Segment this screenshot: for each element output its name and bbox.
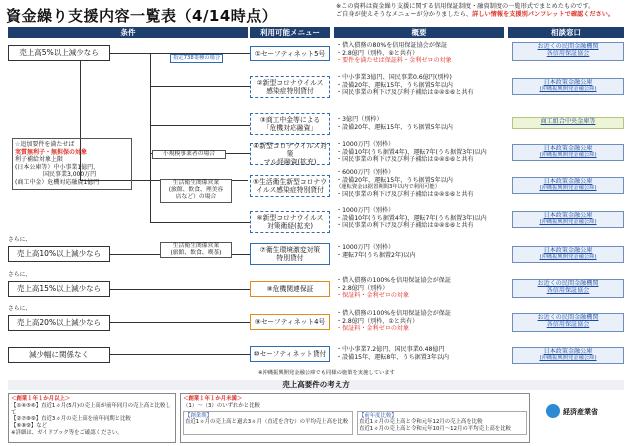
sub-small-business: 小規模事業者の場合 xyxy=(152,150,226,159)
sales-requirement-bar: 売上高要件の考え方 xyxy=(8,380,624,390)
kasani-label: さらに、 xyxy=(8,272,32,278)
contact-10[interactable]: 日本政策金融公庫 (沖縄振興開発金融公庫) xyxy=(512,347,624,364)
footnote: ※沖縄振興開発金融公庫でも同様の施策を実施しています xyxy=(258,370,395,376)
connector-line xyxy=(150,125,250,126)
left-line-2: 【②⑦⑧⑨】直近3ヵ月の売上高を前年同期と比較 xyxy=(11,416,131,423)
connector-line xyxy=(150,86,250,87)
compare-col-2 xyxy=(357,411,527,435)
contact-2[interactable]: 日本政策金融公庫 (沖縄振興開発金融公庫) xyxy=(512,78,624,95)
sub-seiei-2-line-2: (旅館、飲食、喫茶) xyxy=(170,250,222,257)
meti-logo-text: 経済産業省 xyxy=(563,408,598,416)
star-box xyxy=(12,138,132,190)
contact-5[interactable]: 日本政策金融公庫 (沖縄振興開発金融公庫) xyxy=(512,177,624,194)
right-title: ＜創業１年１か月未満＞ xyxy=(183,396,243,402)
compare-table xyxy=(183,411,527,435)
condition-none: 減少幅に関係なく xyxy=(8,347,110,363)
compare-col-1 xyxy=(183,411,353,435)
detail-1: ・借入債務の80%を信用保証協会が保証 ・2.8億円（別枠、⑨と共有） ・要件を満たせば保証料・金利ゼロの対象 xyxy=(336,42,452,65)
sub-seiei-line-1: 生活衛生関係営業 xyxy=(172,180,220,186)
detail-8: ・借入債務の100%を信用保証協会が保証 ・2.8億円（別枠） ・保証料・金利ゼロの対象 xyxy=(336,277,451,300)
detail-7: ・1000万円（別枠） ・運転7年(うち据置2年)以内 xyxy=(336,244,416,259)
menu-safety-net-4[interactable]: ⑨セーフティネット4号 xyxy=(250,314,330,330)
left-line-1: 【①④⑤⑥】直近1ヵ月(5月)の売上高が前年同月の売上高と比較して xyxy=(11,402,171,416)
connector-line xyxy=(110,354,250,355)
table-row-2: 直近1ヵ月の売上高と令和元年12月の売上高を比較 xyxy=(359,419,483,426)
detail-10: ・中小事業7.2億円、国民事業0.48億円 ・設備15年、運転8年、うち据置3年以内 xyxy=(336,346,450,361)
header-conditions: 条件 xyxy=(8,27,248,38)
kasani-label: さらに、 xyxy=(8,306,32,312)
menu-hygiene-special[interactable]: ⑦衛生環境激変対策 特別貸付 xyxy=(250,243,330,265)
header-menu: 利用可能メニュー xyxy=(250,27,330,38)
left-title: ＜創業１年１か月以上＞ xyxy=(11,396,71,402)
contact-7[interactable]: 日本政策金融公庫 (沖縄振興開発金融公庫) xyxy=(512,246,624,263)
header-overview: 概要 xyxy=(334,27,504,38)
condition-15pct: 売上高15%以上減少なら xyxy=(8,281,110,297)
table-row-3: 直近1ヵ月の売上高と令和元年10月～12月の平均売上高を比較 xyxy=(359,426,511,433)
left-line-3: 【⑥⑧⑨】など xyxy=(11,423,48,430)
connector-line xyxy=(110,289,250,290)
note-line-2a: ご自身が使えそうなメニューが分かりましたら、 xyxy=(336,11,473,19)
condition-10pct: 売上高10%以上減少なら xyxy=(8,246,110,262)
contact-8[interactable]: お近くの民間金融機関 各信用保証協会 xyxy=(512,279,624,298)
detail-6: ・1000万円（別枠） ・設備10年(うち据置4年)、運転7年(うち据置3年)以内 ・国民事業の利下げ及び利子補給は②④⑤⑥と共有 xyxy=(336,207,487,230)
header-note xyxy=(336,3,626,20)
table-header-1: 【創業期】 xyxy=(185,412,212,419)
menu-seiei-corona[interactable]: ⑤生活衛生新型コロナウ イルス感染症特別貸付 xyxy=(250,175,330,197)
contact-3[interactable]: 商工組合中央金庫等 xyxy=(512,117,624,129)
menu-safety-net-loan[interactable]: ⑩セーフティネット貸付 xyxy=(250,346,330,362)
menu-safety-net-5[interactable]: ①セーフティネット5号 xyxy=(250,46,330,61)
star-line-3: 利子補給対象上限 xyxy=(15,156,64,164)
kasani-label: さらに、 xyxy=(8,237,32,243)
contact-6[interactable]: 日本政策金融公庫 (沖縄振興開発金融公庫) xyxy=(512,211,624,228)
condition-5pct: 売上高5%以上減少なら xyxy=(8,45,110,61)
star-line-4: (日本公庫等）中小事業1億円、 xyxy=(15,163,100,171)
detail-3: ・3億円（別枠） ・設備20年、運転15年、うち据置5年以内 xyxy=(336,116,453,131)
connector-line xyxy=(150,53,151,223)
sub-seiei-line-3: 店など）の場合 xyxy=(175,194,217,201)
header-contact: 相談窓口 xyxy=(508,27,624,38)
star-line-6: (商工中金）危機対応融資1億円 xyxy=(15,178,100,186)
condition-tag-738: 指定738業種の場合 xyxy=(170,54,223,63)
connector-line xyxy=(110,322,250,323)
detail-2: ・中小事業3億円、国民事業0.6億円(別枠) ・設備20年、運転15年、うち据置5年以内 ・国民事業の利下げ及び利子補給は②④⑤⑥と共有 xyxy=(336,74,474,97)
detail-4: ・1000万円（別枠） ・設備10年(うち据置4年)、運転7年(うち据置3年)以内 ・国民事業の利下げ及び利子補給は②④⑤⑥と共有 xyxy=(336,141,487,164)
sub-seiei-2 xyxy=(160,242,232,258)
menu-crisis-response[interactable]: ③商工中金等による 「危機対応融資」 xyxy=(250,113,330,135)
contact-1[interactable]: お近くの民間金融機関 各信用保証協会 xyxy=(512,42,624,61)
star-line-1: ☆追加要件を満たせば xyxy=(15,141,75,148)
left-note: ※詳細は、ガイドブック等をご確認ください。 xyxy=(11,429,123,436)
star-line-5: 国民事業3,000万円 xyxy=(43,171,97,179)
menu-corona-special-loan[interactable]: ②新型コロナウイルス 感染症特別貸付 xyxy=(250,76,330,98)
menu-marukei[interactable]: ④新型コロナウイルス対策 マル経融資(拡充) xyxy=(250,143,330,165)
right-box xyxy=(180,393,530,443)
connector-line xyxy=(150,222,250,223)
note-line-2b: 詳しい情報を支援別パンフレットで確認ください。 xyxy=(472,11,615,19)
table-header-2: 【前年度比較】 xyxy=(359,412,397,419)
meti-logo-icon xyxy=(546,404,560,418)
contact-9[interactable]: お近くの民間金融機関 各信用保証協会 xyxy=(512,313,624,332)
star-icon: ☆ xyxy=(15,141,21,148)
sub-seiei-2-line-1: 生活衛生関係営業 xyxy=(172,243,220,249)
page-title: 資金繰り支援内容一覧表（4/14時点） xyxy=(6,7,278,25)
menu-eikei[interactable]: ⑥新型コロナウイルス 対策衛経(拡充) xyxy=(250,211,330,233)
condition-20pct: 売上高20%以上減少なら xyxy=(8,315,110,331)
contact-4[interactable]: 日本政策金融公庫 (沖縄振興開発金融公庫) xyxy=(512,144,624,161)
sub-seiei xyxy=(160,179,232,203)
detail-5: ・6000万円（別枠） ・設備20年、運転15年、うち据置5年以内 （運転資金は据置期間3年以内で利用可能） ・国民事業の利下げ及び利子補給は②④⑤⑥と共有 xyxy=(336,169,474,198)
left-box xyxy=(8,393,176,443)
note-line-2 xyxy=(336,11,626,19)
note-line-1: ※この資料は資金繰り支援に関する信用保証制度・融資制度の一覧形式でまとめたものです。 xyxy=(336,3,595,10)
menu-crisis-guarantee[interactable]: ⑧危機関連保証 xyxy=(250,281,330,297)
right-line-1: （1）～（3）のいずれかと比較 xyxy=(183,402,260,409)
sub-seiei-line-2: (旅館、飲食、理美容 xyxy=(168,187,224,194)
table-row-1: 直近1ヵ月の売上高と過去3ヵ月（直近を含む）の平均売上高を比較 xyxy=(185,419,349,426)
detail-9: ・借入債務の100%を信用保証協会が保証 ・2.8億円（別枠、①と共有） ・保証料・金利ゼロの対象 xyxy=(336,310,451,333)
star-line-2: 実質無利子・無担保の対象 xyxy=(15,148,88,156)
